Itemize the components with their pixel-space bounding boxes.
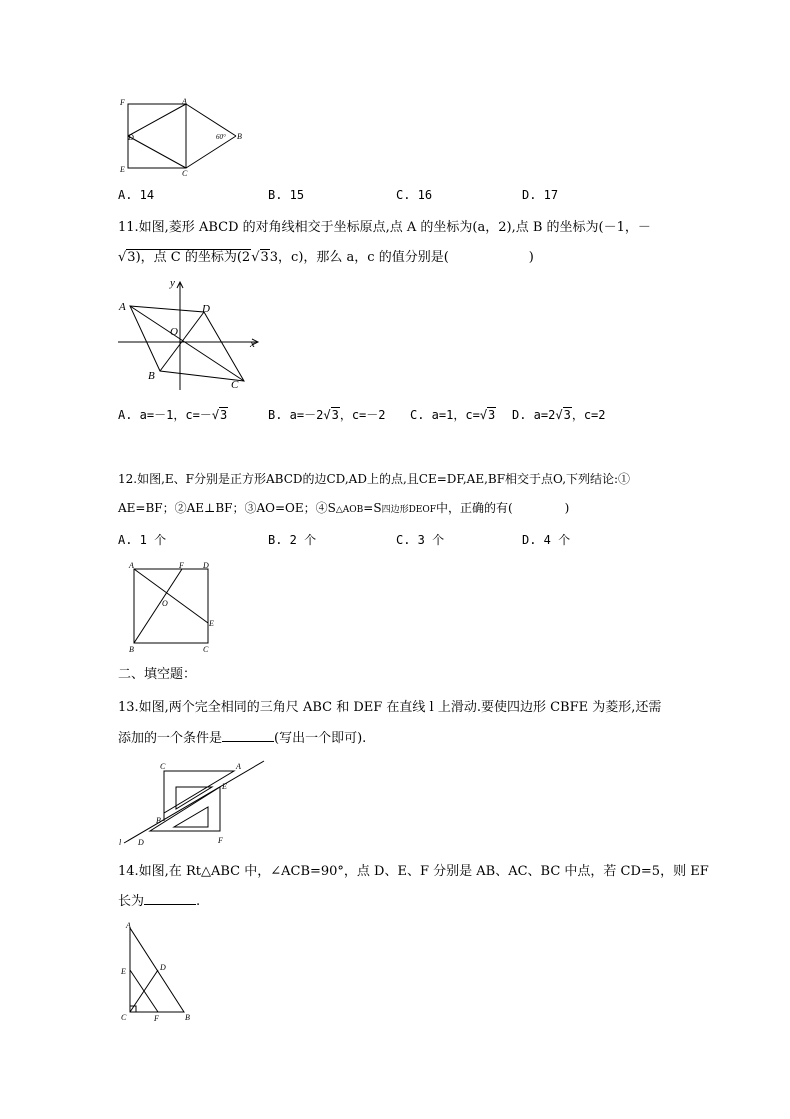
q11-label-a: A: [119, 301, 126, 313]
q14-line2: 长为 .: [118, 894, 201, 909]
q11-option-a: A. a=－1，c=－√3: [118, 408, 228, 422]
section-title: 二、填空题：: [118, 667, 197, 682]
q11-sqrt-b: 3)，点 C 的坐标为(2: [127, 250, 251, 265]
q11-label-c: C: [231, 379, 239, 391]
q11-sqrt-c: 3: [260, 250, 269, 265]
q14-answer-blank[interactable]: [144, 904, 196, 905]
q11-figure: [118, 278, 268, 393]
q12-label-o: O: [162, 599, 168, 608]
q10-label-d: D: [128, 133, 134, 142]
q10-option-c: C. 16: [396, 188, 433, 202]
q13-label-a: A: [236, 762, 241, 771]
q14-label-b: B: [185, 1013, 190, 1022]
q13-label-f: F: [218, 836, 223, 845]
q14-label-a: A: [126, 921, 131, 930]
q12-label-a: A: [129, 561, 134, 570]
q11-option-d: D. a=2√3，c=2: [512, 408, 606, 422]
q13-label-b: B: [156, 816, 161, 825]
q13-label-c: C: [160, 762, 166, 771]
q11-line1: 11.如图,菱形 ABCD 的对角线相交于坐标原点,点 A 的坐标为(a，2),点 B 的坐标为(－1，－: [118, 220, 651, 235]
q13-label-e: E: [222, 782, 227, 791]
q12-label-b: B: [129, 645, 134, 654]
q13-line2: 添加的一个条件是 (写出一个即可).: [118, 731, 367, 746]
q10-label-e: E: [120, 165, 125, 174]
q14-label-d: D: [160, 963, 166, 972]
q10-label-b: B: [237, 132, 242, 141]
q12-line1: 12.如图,E、F分别是正方形ABCD的边CD,AD上的点,且CE=DF,AE,BF相交于点O,下列结论:①: [118, 472, 631, 486]
q12-figure: [126, 560, 221, 655]
q12-option-c: C. 3 个: [396, 533, 445, 547]
q12-label-d: D: [203, 561, 209, 570]
q11-label-d: D: [202, 303, 210, 315]
q10-label-a: A: [182, 97, 187, 106]
q11-line2: √3)，点 C 的坐标为(2√33，c)，那么 a，c 的值分别是( ): [118, 250, 534, 265]
q10-figure: [118, 96, 248, 178]
q12-line2: AE=BF；②AE⊥BF；③AO=OE；④S△AOB=S四边形DEOF中，正确的有( ): [118, 501, 570, 515]
q14-label-c: C: [121, 1013, 127, 1022]
q14-line1: 14.如图,在 Rt△ABC 中，∠ACB=90°，点 D、E、F 分别是 AB、AC、BC 中点，若 CD=5，则 EF: [118, 864, 709, 879]
q10-label-f: F: [120, 98, 125, 107]
q10-label-c: C: [182, 169, 188, 178]
q12-label-c: C: [203, 645, 209, 654]
q12-option-d: D. 4 个: [522, 533, 571, 547]
q10-angle-label: 60°: [216, 133, 226, 141]
q11-option-c: C. a=1，c=√3: [410, 408, 496, 422]
q12-option-a: A. 1 个: [118, 533, 167, 547]
q11-label-b: B: [148, 370, 155, 382]
q11-label-x: x: [250, 338, 255, 350]
q12-option-b: B. 2 个: [268, 533, 317, 547]
q11-label-y: y: [170, 277, 175, 289]
q11-line2-mid: 3，c)，那么 a，c 的值分别是(: [269, 250, 449, 265]
q10-option-a: A. 14: [118, 188, 155, 202]
q13-label-l: l: [119, 838, 122, 847]
q13-figure: [118, 757, 268, 849]
q14-label-f: F: [154, 1014, 159, 1023]
q13-label-d: D: [138, 838, 144, 847]
q10-option-d: D. 17: [522, 188, 559, 202]
q12-label-f: F: [179, 561, 184, 570]
q13-answer-blank[interactable]: [222, 741, 274, 742]
q11-line2-end: ): [528, 250, 534, 265]
q11-option-b: B. a=－2√3，c=－2: [268, 408, 386, 422]
q14-label-e: E: [121, 967, 126, 976]
q10-option-b: B. 15: [268, 188, 305, 202]
q14-figure: [118, 920, 198, 1024]
q13-line1: 13.如图,两个完全相同的三角尺 ABC 和 DEF 在直线 l 上滑动.要使四边形 CBFE 为菱形,还需: [118, 700, 662, 715]
q11-label-o: O: [170, 326, 178, 338]
q12-label-e: E: [209, 619, 214, 628]
